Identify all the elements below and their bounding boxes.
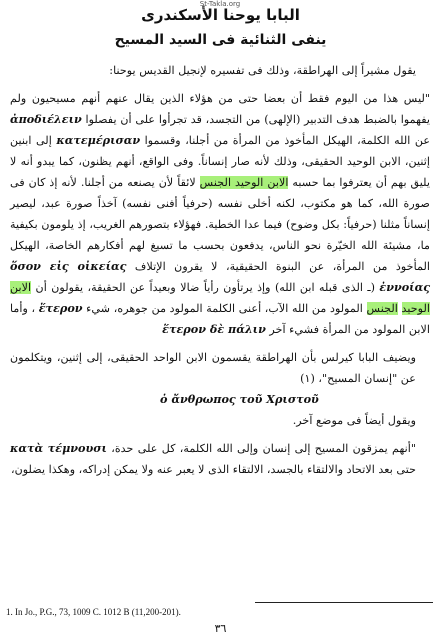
chapter-heading: البابا يوحنا الأسكندرى [141, 6, 300, 24]
body-text [10, 60, 430, 480]
quote-part-c: إلى ابنين إثنين، الابن الوحيد الحقيقى، وذلك لأنه صار إنساناً. وفى الواقع، أنهم يظنون، كما يبدو أنه لا يليق بهم أن يعترفوا بما حسبه [10, 134, 430, 189]
quote-part-d: لائقاً لأن يصنعه من أجلنا. لأنه إذ كان فى صورة الله، كما هو مكتوب، لكنه أخلى نفسه (حرفياً أفنى نفسه) آخذاً صورة عبد، ليصير إنساناً مثلنا (حرفياً: بكل وضوح) فيما عدا الخطية. فهؤلاء بتصورهم الغريب، إذ يلومون بكيفية ما، مشيئة الله الخيّرة نحو الناس، يدفعون بحسب ما تسيغ لهم أفكارهم الخاصة، الهيكل المأخوذ من المرأة، عن البنوة الحقيقية، لا يقرون الإتلاف [10, 176, 430, 273]
greek-term: ἕτερον δὲ πάλιν [162, 322, 266, 336]
greek-phrase [10, 389, 430, 410]
quote-part-f: المولود من الله الآب، أعنى الكلمة المولود من جوهره، شيء [86, 302, 363, 315]
transition-line: ويقول أيضاً فى موضع آخر. [292, 414, 416, 427]
footnote: 1. In Jo., P.G., 73, 1009 C. 1012 B (11,200‑201). [6, 607, 181, 617]
intro-paragraph: يقول مشيراً إلى الهراطقة، وذلك فى تفسيره لإنجيل القديس يوحنا: [109, 64, 416, 77]
page-number: ٣٦ [214, 622, 227, 635]
greek-term: κατὰ τέμνουσι [10, 441, 107, 455]
quote-part-b: عن الله الكلمة، الهيكل المأخوذ من المرأة من أجلنا، وقسموا [144, 134, 431, 147]
highlighted-phrase: الابن الوحيد الجنس [199, 176, 289, 189]
footnote-divider [255, 602, 433, 603]
quote2-part-b: حتى بعد الاتحاد والالتقاء بالجسد، الالتقاء الذى لا يعبر عنه ولا يمكن إدراكه، وهكذا يضلون، [10, 463, 416, 476]
greek-term: ἕτερον [38, 301, 83, 315]
highlighted-phrase: الابن الوحيد [10, 281, 430, 315]
quote-part-g: ، وأما الابن المولود من المرأة فشيء آخر [10, 302, 430, 336]
greek-term: ὁ ἄνθρωπος τοῦ Χριστοῦ [160, 392, 319, 406]
section-heading: ينفى الثنائية فى السيد المسيح [114, 32, 327, 48]
second-quote-paragraph [10, 438, 430, 480]
greek-term: κατεμέρισαν [56, 133, 141, 147]
highlighted-phrase: الجنس [366, 302, 398, 315]
quote-paragraph [10, 88, 430, 340]
quote2-part-a: "أنهم يمزقون المسيح إلى إنسان وإلى الله الكلمة، كل على حدة، [111, 442, 416, 455]
greek-term: ὅσον εἰς οἰκείας ἐννοίας [10, 259, 431, 294]
quote-part-a: "ليس هذا من اليوم فقط أن بعضا حتى من هؤلاء الذين يقال عنهم أنهم مسيحيون ولم يفهموا بالضبط هدف التدبير (الإلهى) من التجسد، قد تجرأوا على أن يفصلوا [10, 92, 430, 126]
watermark: St-Takla.org [199, 0, 241, 8]
greek-term: ἀποδιέλειν [10, 112, 82, 126]
quote-part-e: (ـ الذى قبله ابن الله) وإذ يرتأون رأياً ضالا وبعيداً عن الحقيقة، يقولون أن [35, 281, 375, 294]
cyril-paragraph: ويضيف البابا كيرلس بأن الهراطقة يقسمون الابن الواحد الحقيقى، إلى إثنين، ويتكلمون عن "إنسان المسيح"، (١) [10, 351, 416, 385]
